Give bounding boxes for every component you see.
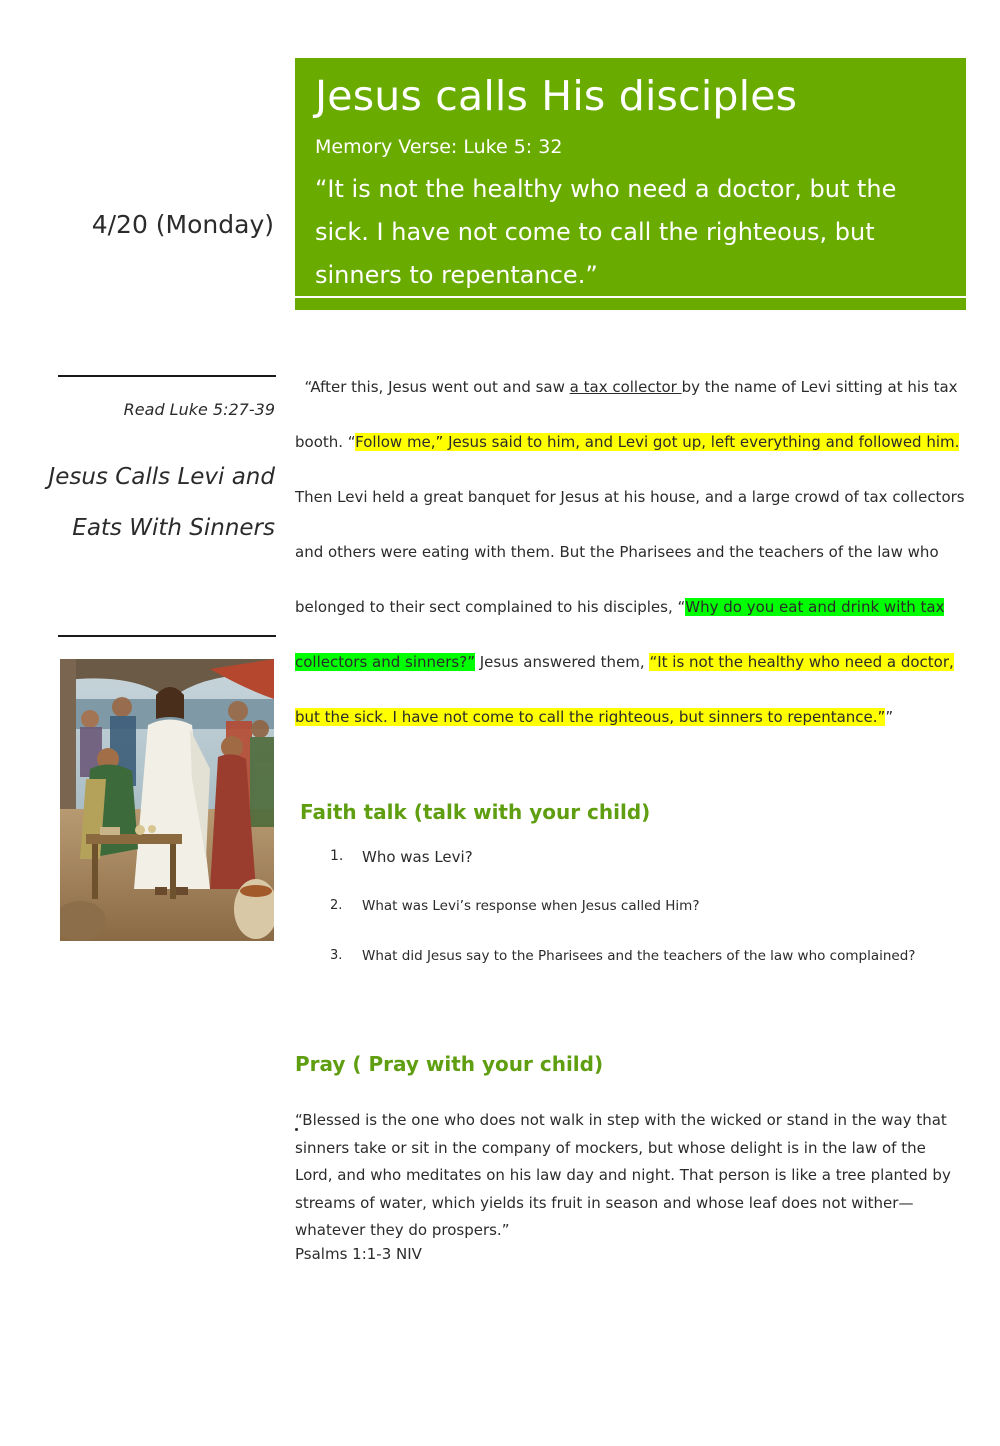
story-title [45, 452, 275, 554]
story-title-line1: Jesus Calls Levi and [48, 464, 275, 490]
story-title-line2: Eats With Sinners [72, 515, 275, 541]
illustration-jesus-calls-levi [60, 659, 274, 941]
date-label: 4/20 (Monday) [91, 210, 274, 239]
prayer-reference: Psalms 1:1-3 NIV [295, 1245, 422, 1263]
header-banner [295, 58, 966, 310]
question-item [330, 946, 970, 996]
question-number: 1. [330, 848, 344, 864]
banner-divider [295, 296, 966, 298]
highlight-follow-me: Follow me,” Jesus said to him, and Levi got up, left everything and followed him. [355, 433, 960, 451]
passage-text-1: “After this, Jesus went out and saw [304, 378, 570, 396]
faith-talk-questions [330, 846, 970, 996]
prayer-text: “Blessed is the one who does not walk in step with the wicked or stand in the way that sinners take or sit in the company of mockers, but whose delight is in the law of the Lord, and who meditates on his law day and night. That person is like a tree planted by streams of water, which yields its fruit in season and whose leaf does not wither— whatever they do prospers.” [295, 1111, 951, 1239]
memory-verse-label: Memory Verse: Luke 5: 32 [315, 136, 563, 158]
reading-reference: Read Luke 5:27-39 [123, 400, 275, 419]
passage-closing-quote: ” [885, 708, 894, 726]
passage-text-2: by the name of Levi sitting at his tax booth. “ [295, 378, 958, 451]
illustration-image [60, 659, 274, 941]
question-number: 2. [330, 898, 343, 913]
faith-talk-heading: Faith talk (talk with your child) [300, 800, 651, 824]
question-number: 3. [330, 948, 343, 963]
passage-text-4: Jesus answered them, [474, 653, 650, 671]
question-text: What was Levi’s response when Jesus called Him? [362, 898, 700, 914]
question-item [330, 896, 970, 946]
pray-heading: Pray ( Pray with your child) [295, 1052, 604, 1076]
sidebar-divider-top [58, 375, 276, 377]
question-text: What did Jesus say to the Pharisees and the teachers of the law who complained? [362, 948, 916, 964]
passage-tax-collector: a tax collector [569, 378, 682, 396]
question-text: Who was Levi? [362, 848, 473, 866]
passage-text-3: Then Levi held a great banquet for Jesus at his house, and a large crowd of tax collectors and others were eating with them. But the Pharisees and the teachers of the law who belonged to their sect complained to his disciples, “ [295, 488, 965, 616]
highlight-jesus-answer: “It is not the healthy who need a doctor, but the sick. I have not come to call the righteous, but sinners to repentance.” [295, 653, 954, 726]
question-item [330, 846, 970, 896]
sidebar-divider-bottom [58, 635, 276, 637]
memory-verse-text: “It is not the healthy who need a doctor, but the sick. I have not come to call the righteous, but sinners to repentance.” [315, 175, 897, 289]
highlight-pharisees-question: Why do you eat and drink with tax collectors and sinners?” [295, 598, 945, 671]
page-title: Jesus calls His disciples [315, 72, 798, 120]
scripture-passage [295, 360, 965, 745]
